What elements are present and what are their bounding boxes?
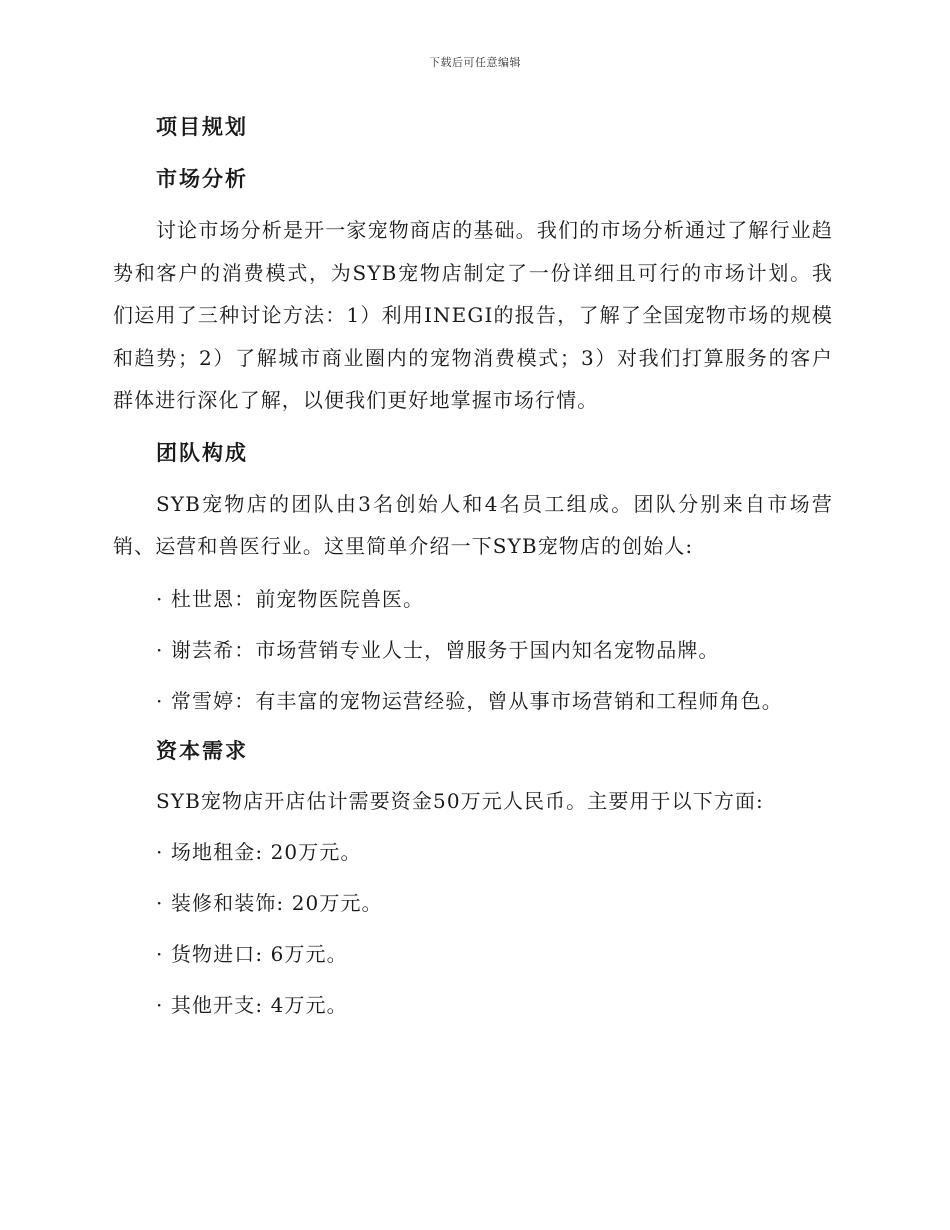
heading-project-plan: 项目规划: [156, 114, 248, 139]
list-item-expense: · 其他开支: 4万元。: [156, 992, 348, 1017]
heading-market-analysis: 市场分析: [156, 166, 248, 191]
list-item-expense: · 场地租金: 20万元。: [156, 839, 362, 864]
heading-team: 团队构成: [156, 439, 248, 465]
paragraph-team: SYB宠物店的团队由3名创始人和4名员工组成。团队分别来自市场营销、运营和兽医行业。这里简单介绍一下SYB宠物店的创始人:: [113, 491, 833, 558]
paragraph-market-analysis: 讨论市场分析是开一家宠物商店的基础。我们的市场分析通过了解行业趋势和客户的消费模式，为SYB宠物店制定了一份详细且可行的市场计划。我们运用了三种讨论方法：1）利用INEGI的报告，了解了全国宠物市场的规模和趋势；2）了解城市商业圈内的宠物消费模式；3）对我们打算服务的客户群体进行深化了解，以便我们更好地掌握市场行情。: [113, 218, 833, 412]
page-header: 下载后可任意编辑: [429, 56, 521, 69]
list-item-founder: · 谢芸希：市场营销专业人士，曾服务于国内知名宠物品牌。: [156, 637, 720, 662]
heading-capital: 资本需求: [156, 737, 248, 763]
list-item-expense: · 装修和装饰: 20万元。: [156, 890, 383, 915]
document-body: [113, 108, 833, 1025]
list-item-founder: · 常雪婷：有丰富的宠物运营经验，曾从事市场营销和工程师角色。: [156, 688, 783, 713]
list-item-expense: · 货物进口: 6万元。: [156, 941, 348, 966]
paragraph-capital: SYB宠物店开店估计需要资金50万元人民币。主要用于以下方面:: [156, 788, 764, 813]
list-item-founder: · 杜世恩：前宠物医院兽医。: [156, 586, 425, 611]
